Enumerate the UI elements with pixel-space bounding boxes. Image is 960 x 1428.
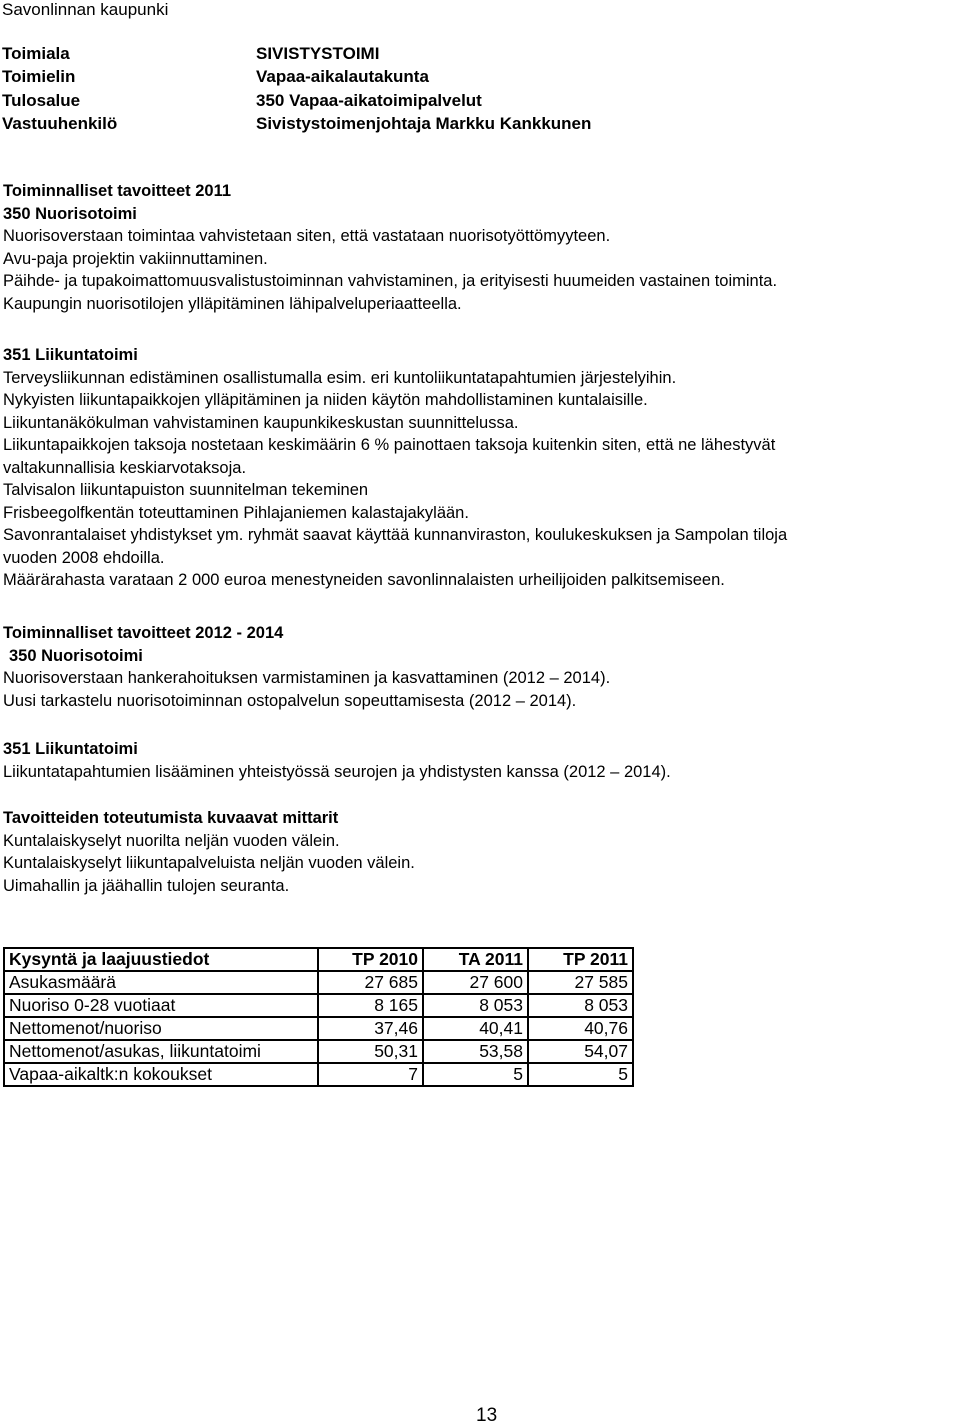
youth-2011-line: Päihde- ja tupakoimattomuusvalistustoiminnan vahvistaminen, ja erityisesti huumeiden vastainen toiminta. — [3, 272, 778, 290]
info-label: Toimielin — [2, 67, 76, 87]
info-label: Vastuuhenkilö — [2, 113, 118, 133]
table-cell: 50,31 — [318, 1040, 423, 1063]
table-cell: 7 — [318, 1063, 423, 1086]
table-row — [4, 1017, 633, 1040]
info-values — [256, 42, 591, 135]
table-cell: 40,76 — [528, 1017, 633, 1040]
table-cell: 27 685 — [318, 971, 423, 994]
sports-2011-line: Talvisalon liikuntapuiston suunnitelman tekeminen — [3, 481, 369, 499]
metrics-line: Kuntalaiskyselyt liikuntapalveluista neljän vuoden välein. — [3, 854, 415, 872]
table-cell: 40,41 — [423, 1017, 528, 1040]
goals-2011-section — [3, 180, 777, 315]
table-cell: 53,58 — [423, 1040, 528, 1063]
metrics-line: Kuntalaiskyselyt nuorilta neljän vuoden välein. — [3, 831, 340, 850]
metrics-section — [3, 807, 415, 897]
table-cell: Vapaa-aikaltk:n kokoukset — [4, 1063, 318, 1086]
table-row — [4, 1040, 633, 1063]
sports-2011-line: Nykyisten liikuntapaikkojen ylläpitäminen ja niiden käytön mahdollistaminen kuntalaisille. — [3, 391, 648, 409]
sports-2011-line: vuoden 2008 ehdoilla. — [3, 548, 165, 567]
table-cell: 54,07 — [528, 1040, 633, 1063]
youth-2012-title: 350 Nuorisotoimi — [9, 646, 143, 665]
sports-2011-section — [3, 344, 787, 592]
table-cell: Nuoriso 0-28 vuotiaat — [4, 994, 318, 1017]
table-header-cell: TP 2011 — [528, 948, 633, 971]
table-cell: 5 — [528, 1063, 633, 1086]
goals-2011-title: Toiminnalliset tavoitteet 2011 — [3, 182, 232, 200]
youth-2011-line: Nuorisoverstaan toimintaa vahvistetaan siten, että vastataan nuorisotyöttömyyteen. — [3, 227, 611, 245]
goals-2012-section — [3, 622, 610, 712]
sports-2012-title: 351 Liikuntatoimi — [3, 740, 138, 758]
table-row — [4, 994, 633, 1017]
table-cell: 8 053 — [423, 994, 528, 1017]
metrics-line: Uimahallin ja jäähallin tulojen seuranta. — [3, 876, 290, 895]
info-labels — [2, 42, 117, 135]
table-cell: 37,46 — [318, 1017, 423, 1040]
sports-2012-section — [3, 738, 671, 783]
info-value: SIVISTYSTOIMI — [256, 44, 380, 63]
info-value: Vapaa-aikalautakunta — [256, 67, 429, 87]
youth-2011-title: 350 Nuorisotoimi — [3, 204, 137, 223]
table-header-cell: Kysyntä ja laajuustiedot — [4, 948, 318, 971]
table-row — [4, 1063, 633, 1086]
sports-2011-line: Liikuntanäkökulman vahvistaminen kaupunkikeskustan suunnittelussa. — [3, 413, 519, 432]
table-cell: Asukasmäärä — [4, 971, 318, 994]
table-cell: 8 053 — [528, 994, 633, 1017]
table-header-cell: TA 2011 — [423, 948, 528, 971]
sports-2011-line: Terveysliikunnan edistäminen osallistumalla esim. eri kuntoliikuntatapahtumien järjestelyihin. — [3, 368, 677, 387]
city-name: Savonlinnan kaupunki — [2, 0, 169, 19]
table-cell: Nettomenot/asukas, liikuntatoimi — [4, 1040, 318, 1063]
info-value: 350 Vapaa-aikatoimipalvelut — [256, 90, 482, 110]
sports-2011-line: Määrärahasta varataan 2 000 euroa menestyneiden savonlinnalaisten urheilijoiden palkitsemiseen. — [3, 571, 725, 589]
youth-2012-line: Uusi tarkastelu nuorisotoiminnan ostopalvelun sopeuttamisesta (2012 – 2014). — [3, 691, 577, 710]
table-cell: 8 165 — [318, 994, 423, 1017]
page-number: 13 — [476, 1405, 498, 1426]
goals-2012-title: Toiminnalliset tavoitteet 2012 - 2014 — [3, 624, 284, 642]
table-cell: Nettomenot/nuoriso — [4, 1017, 318, 1040]
info-value: Sivistystoimenjohtaja Markku Kankkunen — [256, 113, 592, 133]
youth-2011-line: Kaupungin nuorisotilojen ylläpitäminen lähipalveluperiaatteella. — [3, 294, 462, 313]
statistics-table — [3, 947, 634, 1087]
youth-2011-line: Avu-paja projektin vakiinnuttaminen. — [3, 249, 268, 268]
table-cell: 5 — [423, 1063, 528, 1086]
table-header-cell: TP 2010 — [318, 948, 423, 971]
sports-2011-line: Savonrantalaiset yhdistykset ym. ryhmät saavat käyttää kunnanviraston, koulukeskuksen ja Sampolan tiloja — [3, 526, 788, 544]
sports-2011-title: 351 Liikuntatoimi — [3, 346, 138, 364]
table-cell: 27 600 — [423, 971, 528, 994]
sports-2012-line: Liikuntatapahtumien lisääminen yhteistyössä seurojen ja yhdistysten kanssa (2012 – 2014). — [3, 762, 671, 781]
table-row — [4, 971, 633, 994]
metrics-title: Tavoitteiden toteutumista kuvaavat mittarit — [3, 809, 339, 827]
sports-2011-line: Liikuntapaikkojen taksoja nostetaan keskimäärin 6 % painottaen taksoja kuitenkin siten, että ne lähestyvät — [3, 436, 776, 454]
info-label: Tulosalue — [2, 90, 81, 110]
youth-2012-line: Nuorisoverstaan hankerahoituksen varmistaminen ja kasvattaminen (2012 – 2014). — [3, 669, 611, 687]
table-cell: 27 585 — [528, 971, 633, 994]
info-label: Toimiala — [2, 44, 70, 63]
table-header-row — [4, 948, 633, 971]
sports-2011-line: valtakunnallisia keskiarvotaksoja. — [3, 458, 247, 477]
sports-2011-line: Frisbeegolfkentän toteuttaminen Pihlajaniemen kalastajakylään. — [3, 503, 469, 522]
